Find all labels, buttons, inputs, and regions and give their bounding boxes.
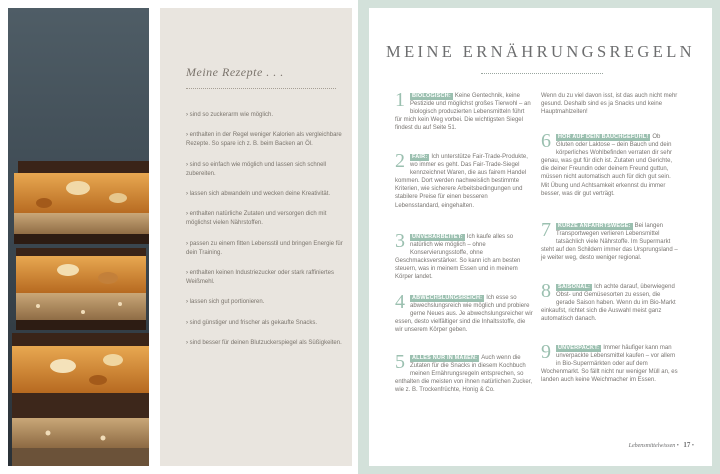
meine-rezepte-panel bbox=[160, 8, 352, 466]
title-divider bbox=[481, 73, 603, 74]
rule-number: 3 bbox=[395, 230, 405, 252]
rule-text: Bei langen Transportwegen verlieren Lebensmittel tatsächlich viele Nährstoffe. Im Supermarkt steht auf den Schildern immer das Ursprungsland – je weiter weg, desto weniger regional. bbox=[541, 223, 678, 262]
rule-number: 1 bbox=[395, 89, 405, 111]
arrow-icon: › bbox=[186, 112, 190, 118]
snack-bars-illustration bbox=[8, 8, 149, 466]
rule-5 bbox=[395, 351, 533, 394]
rezepte-divider bbox=[186, 88, 336, 89]
rezepte-list bbox=[186, 111, 344, 359]
rule-label: BIOLOGISCH: bbox=[412, 93, 451, 99]
rule-label: KURZE ANFAHRTSWEGE: bbox=[558, 223, 631, 229]
right-page bbox=[358, 0, 720, 474]
rule-text: Ich esse so abwechslungsreich wie möglich und probiere gerne Neues aus. Je abwechslungsreicher wir essen, desto vielfältiger sind die Inhaltsstoffe, die wir unserem Körper geben. bbox=[395, 295, 533, 334]
bar-bottom bbox=[12, 333, 149, 466]
rules-intro-text: Wenn du zu viel davon isst, ist das auch nicht mehr gesund. Deshalb sind es ja Snacks und keine Hauptmahlzeiten! bbox=[541, 93, 678, 116]
arrow-icon: › bbox=[186, 299, 190, 306]
arrow-icon: › bbox=[186, 161, 190, 168]
rule-text: Auch wenn die Zutaten für die Snacks in diesem Kochbuch meinen Ernährungsregeln entsprechen, so enthalten die meisten von ihnen natürlichen Zucker, wie z. B. Trockenfrüchte, Honig & Co. bbox=[395, 355, 533, 394]
rule-label: ALLES NUR IN MAßEN: bbox=[412, 355, 478, 361]
page-title: MEINE ERNÄHRUNGSREGELN bbox=[386, 42, 695, 61]
arrow-icon: › bbox=[186, 339, 190, 346]
rezepte-item bbox=[186, 319, 344, 328]
bullet-icon: • bbox=[676, 443, 681, 449]
arrow-icon: › bbox=[186, 240, 190, 247]
arrow-icon: › bbox=[186, 270, 190, 277]
rezepte-item-text: lassen sich abwandeln und wecken deine Kreativität. bbox=[189, 191, 331, 198]
rezepte-item bbox=[186, 339, 344, 348]
rule-number: 6 bbox=[541, 130, 551, 152]
rule-label: FAIR: bbox=[412, 154, 428, 160]
bar-top bbox=[14, 161, 149, 244]
rule-7 bbox=[541, 219, 679, 262]
rezepte-item-text: lassen sich gut portionieren. bbox=[189, 299, 265, 306]
rule-number: 7 bbox=[541, 219, 551, 241]
rezepte-title: Meine Rezepte . . . bbox=[186, 65, 284, 79]
rule-6 bbox=[541, 130, 679, 198]
rezepte-item bbox=[186, 269, 344, 287]
rezepte-item bbox=[186, 240, 344, 258]
page-footer bbox=[629, 441, 694, 449]
page-number: 17 bbox=[683, 441, 691, 449]
rule-4 bbox=[395, 291, 533, 334]
rule-2 bbox=[395, 150, 533, 210]
rule-label: UNVERARBEITET: bbox=[412, 234, 463, 240]
rule-label: UNVERPACKT: bbox=[558, 345, 600, 351]
bar-middle bbox=[16, 248, 146, 330]
rule-text: Ich achte darauf, überwiegend Obst- und Gemüsesorten zu essen, die gerade Saison haben. Wenn du im Bio-Markt einkaufst, richtet sich die Auswahl meist ganz automatisch danach. bbox=[541, 284, 676, 323]
rule-label: SAISONAL: bbox=[558, 284, 591, 290]
rule-number: 8 bbox=[541, 280, 551, 302]
arrow-icon: › bbox=[186, 319, 190, 326]
rezepte-item bbox=[186, 298, 344, 307]
arrow-icon: › bbox=[186, 191, 190, 198]
rule-8 bbox=[541, 280, 679, 323]
rezepte-item-text: enthalten keinen Industriezucker oder stark raffiniertes Weißmehl. bbox=[186, 270, 334, 286]
arrow-icon: › bbox=[186, 211, 190, 218]
rule-1 bbox=[395, 89, 533, 132]
rule-text: Ob Gluten oder Laktose – dein Bauch und dein körperliches Wohlbefinden verraten dir sehr genau, was gut für dich ist. Zutaten und Gerichte, die deiner Freundin oder deinem Freund guttun, müssen nicht automatisch auch für dich gut sein. Mit Übung und Achtsamkeit erkennst du immer besser, was dir gut verträgt. bbox=[541, 134, 673, 197]
snack-bars-photo bbox=[8, 8, 149, 466]
right-page-content bbox=[369, 8, 712, 466]
rule-text: Ich kaufe alles so natürlich wie möglich – ohne Konservierungsstoffe, ohne Geschmacksverstärker. So kann ich am besten steuern, was in meinem Essen und in meinem Körper landet. bbox=[395, 234, 521, 281]
rule-text: Ich unterstütze Fair-Trade-Produkte, wo immer es geht. Das Fair-Trade-Siegel kennzeichnet Waren, die aus fairem Handel kommen. Dort werden nachweislich bestimmte Kriterien, wie sicherere Arbeitsbedingungen und stabilere Preise für einen besseren Lebensstandard, eingehalten. bbox=[395, 154, 528, 209]
rule-label: ABWECHSLUNGSREICH: bbox=[412, 295, 483, 301]
rule-text: Keine Gentechnik, keine Pestizide und möglichst großes Tierwohl – an biologisch produzierten Lebensmitteln führt für mich kein Weg vorbei. Die wichtigsten Siegel findest du auf Seite 51. bbox=[395, 93, 531, 132]
rule-9 bbox=[541, 341, 679, 384]
left-page bbox=[0, 0, 358, 474]
rezepte-item bbox=[186, 190, 344, 199]
rezepte-item-text: sind günstiger und frischer als gekaufte Snacks. bbox=[189, 319, 318, 326]
rule-label: HÖR AUF DEIN BAUCHGEFÜHL! bbox=[558, 134, 649, 140]
rule-number: 4 bbox=[395, 291, 405, 313]
rule-number: 9 bbox=[541, 341, 551, 363]
rule-number: 2 bbox=[395, 150, 405, 172]
rezepte-item bbox=[186, 111, 344, 120]
rezepte-item bbox=[186, 210, 344, 228]
rezepte-item-text: enthalten in der Regel weniger Kalorien als vergleichbare Rezepte. So spare ich z. B. beim Backen an Öl. bbox=[186, 132, 342, 148]
rezepte-item-text: passen zu einem fitten Lebensstil und bringen Energie für dein Training. bbox=[186, 240, 343, 256]
rezepte-item-text: sind besser für deinen Blutzuckerspiegel als Süßigkeiten. bbox=[189, 339, 342, 346]
bullet-icon: • bbox=[691, 443, 694, 449]
rezepte-item bbox=[186, 131, 344, 149]
rule-3 bbox=[395, 230, 533, 282]
rezepte-item-text: sind so einfach wie möglich und lassen sich schnell zubereiten. bbox=[186, 161, 327, 177]
rezepte-item-text: sind so zuckerarm wie möglich. bbox=[189, 112, 274, 118]
arrow-icon: › bbox=[186, 132, 190, 139]
rezepte-item-text: enthalten natürliche Zutaten und versorgen dich mit möglichst vielen Nährstoffen. bbox=[186, 211, 327, 227]
footer-section-name: Lebensmittelwissen bbox=[628, 443, 676, 449]
rule-text: Immer häufiger kann man unverpackte Lebensmittel kaufen – vor allem in Bio-Supermärkten oder auf dem Wochenmarkt. So fällt nicht nur weniger Müll an, es landen auch keine Weichmacher im Essen. bbox=[541, 345, 678, 384]
rule-number: 5 bbox=[395, 351, 405, 373]
rezepte-item bbox=[186, 161, 344, 179]
